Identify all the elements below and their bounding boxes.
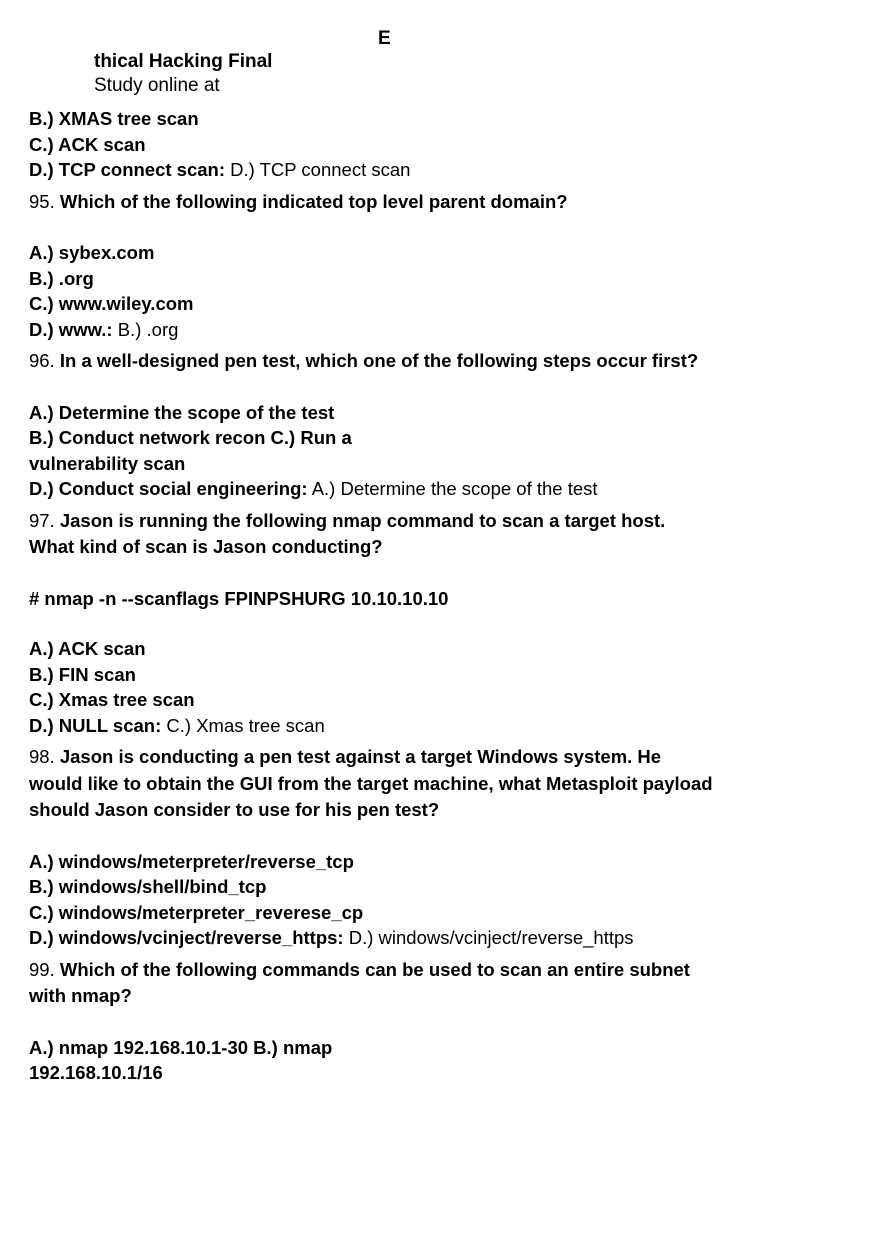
- option-line: C.) www.wiley.com: [29, 293, 194, 314]
- header-letter: E: [378, 28, 391, 49]
- question-number: 97.: [29, 509, 55, 531]
- question-number: 99.: [29, 958, 55, 980]
- option-line: B.) FIN scan: [29, 663, 136, 685]
- answer-text: C.) Xmas tree scan: [166, 714, 325, 736]
- question-line: [29, 508, 749, 535]
- option-line-answer: [29, 317, 749, 343]
- option-label: D.) Conduct social engineering:: [29, 478, 308, 499]
- question-text: What kind of scan is Jason conducting?: [29, 536, 383, 557]
- option-label: D.) windows/vcinject/reverse_https:: [29, 927, 344, 948]
- document-content: [29, 106, 749, 1086]
- question-text: with nmap?: [29, 985, 132, 1006]
- question-number: 98.: [29, 746, 55, 767]
- options-list: [29, 1035, 749, 1086]
- option-label: D.) NULL scan:: [29, 714, 162, 736]
- option-line: B.) windows/shell/bind_tcp: [29, 876, 267, 897]
- question-line: [29, 189, 749, 216]
- option-line-answer: [29, 713, 749, 739]
- question-text: Jason is conducting a pen test against a target Windows system. He: [59, 746, 662, 767]
- question-line: [29, 348, 749, 375]
- option-line: B.) Conduct network recon C.) Run a: [29, 427, 352, 448]
- study-online-text: Study online at: [94, 75, 220, 96]
- options-list: [29, 400, 749, 502]
- answer-text: D.) TCP connect scan: [230, 159, 411, 180]
- question-text: Jason is running the following nmap command to scan a target host.: [59, 509, 666, 531]
- question-98: [29, 744, 749, 824]
- question-99: [29, 957, 749, 1010]
- option-line: vulnerability scan: [29, 452, 186, 474]
- question-96: [29, 348, 749, 375]
- options-list: [29, 106, 749, 183]
- question-number: 96.: [29, 350, 55, 371]
- option-line: B.) .org: [29, 267, 94, 289]
- question-line: [29, 744, 749, 771]
- option-line: A.) nmap 192.168.10.1-30 B.) nmap: [29, 1036, 333, 1058]
- option-line-answer: [29, 925, 749, 951]
- question-97: [29, 508, 749, 561]
- option-line: A.) ACK scan: [29, 638, 146, 659]
- question-text: In a well-designed pen test, which one of the following steps occur first?: [59, 350, 699, 371]
- options-list: [29, 849, 749, 951]
- nmap-command: # nmap -n --scanflags FPINPSHURG 10.10.10.10: [29, 587, 449, 609]
- document-title: thical Hacking Final: [94, 51, 273, 72]
- option-line: A.) Determine the scope of the test: [29, 401, 335, 423]
- option-line: C.) Xmas tree scan: [29, 689, 195, 710]
- option-line: A.) sybex.com: [29, 242, 155, 263]
- option-line-answer: [29, 476, 749, 502]
- option-line: A.) windows/meterpreter/reverse_tcp: [29, 850, 354, 872]
- question-text: should Jason consider to use for his pen test?: [29, 799, 440, 820]
- options-list: [29, 240, 749, 342]
- option-line: C.) windows/meterpreter_reverese_cp: [29, 901, 364, 923]
- question-text: Which of the following indicated top level parent domain?: [59, 190, 568, 212]
- question-95: [29, 189, 749, 216]
- answer-text: B.) .org: [117, 318, 179, 340]
- option-line: 192.168.10.1/16: [29, 1062, 163, 1083]
- answer-text: D.) windows/vcinject/reverse_https: [348, 927, 634, 948]
- answer-text: A.) Determine the scope of the test: [311, 478, 598, 499]
- option-label: D.) www.:: [29, 318, 113, 340]
- option-line: C.) ACK scan: [29, 133, 146, 155]
- question-text: Which of the following commands can be used to scan an entire subnet: [59, 958, 690, 980]
- question-text: would like to obtain the GUI from the target machine, what Metasploit payload: [29, 772, 713, 794]
- options-list: [29, 636, 749, 738]
- option-label: D.) TCP connect scan:: [29, 159, 226, 180]
- question-line: [29, 957, 749, 984]
- option-line-answer: [29, 157, 749, 183]
- option-line: B.) XMAS tree scan: [29, 108, 199, 129]
- question-number: 95.: [29, 190, 55, 212]
